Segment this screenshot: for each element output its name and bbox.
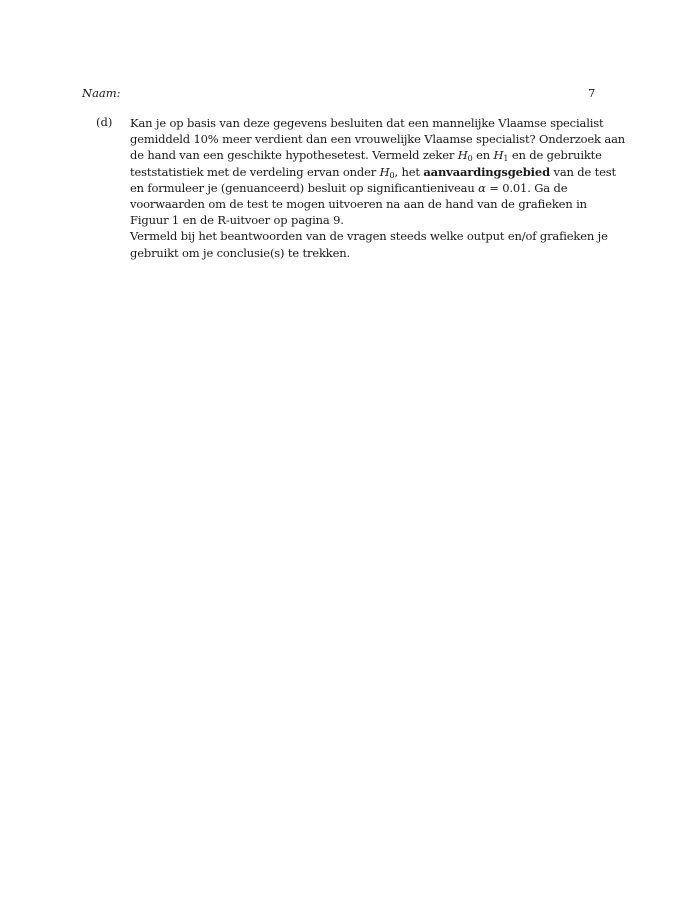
text-run: en formuleer je (genuanceerd) besluit op significantieniveau [130,180,479,195]
text-run: teststatistiek met de verdeling ervan onder [130,164,380,179]
page-number: 7 [588,86,596,100]
emphasis-term: aanvaardingsgebied [423,164,550,179]
question-line: gebruikt om je conclusie(s) te trekken. [130,245,351,260]
hypothesis-h1: $H_1$ [493,148,509,164]
question-line [130,180,600,196]
text-run: de hand van een geschikte hypothesetest. Vermeld zeker [130,148,458,163]
alpha-symbol: α [478,180,486,195]
question-line: voorwaarden om de test te mogen uitvoeren na aan de hand van de grafieken in [130,197,587,212]
text-run: = 0.01. Ga de [485,180,568,195]
text-run: van de test [549,164,617,179]
question-line: Figuur 1 en de R-uitvoer op pagina 9. [130,213,344,228]
text-run: en [472,148,494,163]
text-run: , het [394,164,424,179]
text-run: en de gebruikte [508,148,602,163]
hypothesis-h0: $H_0$ [379,164,395,180]
question-line: Vermeld bij het beantwoorden van de vragen steeds welke output en/of grafieken je [130,229,608,244]
question-marker: (d) [96,115,113,129]
question-line: Kan je op basis van deze gegevens besluiten dat een mannelijke Vlaamse specialist [130,116,604,130]
question-line [130,164,617,180]
hypothesis-h0: $H_0$ [457,148,473,164]
name-label: Naam: [82,86,121,100]
question-line [130,147,600,163]
question-text [130,115,626,261]
question-line: gemiddeld 10% meer verdient dan een vrouwelijke Vlaamse specialist? Onderzoek aan [130,132,626,147]
